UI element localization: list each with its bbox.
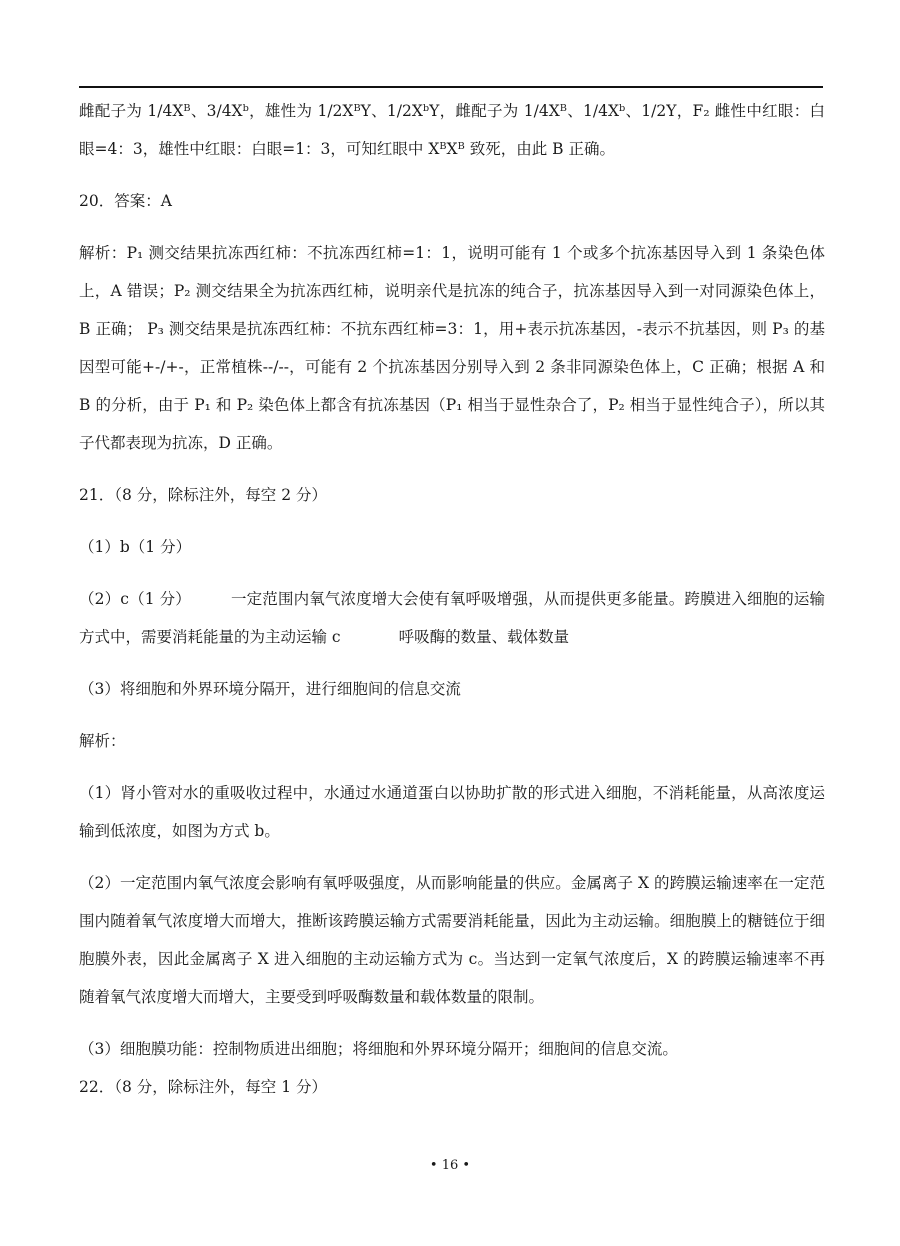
q22-header: 22．（8 分，除标注外，每空 1 分） xyxy=(79,1078,327,1096)
analysis-label: 解析： xyxy=(79,732,126,750)
top-rule xyxy=(79,86,823,88)
q21-answer-2 xyxy=(79,580,825,656)
q20-analysis: 解析：P₁ 测交结果抗冻西红柿：不抗冻西红柿=1：1，说明可能有 1 个或多个抗冻基因导入到 1 条染色体上，A 错误；P₂ 测交结果全为抗冻西红柿，说明亲代是抗冻的纯合子，抗冻基因导入到一对同源染色体上，B 正确； P₃ 测交结果是抗冻西红柿：不抗东西红柿=3：1，用+表示抗冻基因，-表示不抗基因，则 P₃ 的基因型可能+-/+-，正常植株--/--，可能有 2 个抗冻基因分别导入到 2 条非同源染色体上，C 正确；根据 A 和 B 的分析，由于 P₁ 和 P₂ 染色体上都含有抗冻基因（P₁ 相当于显性杂合了，P₂ 相当于显性纯合子），所以其子代都表现为抗冻，D 正确。 xyxy=(79,244,825,452)
q21-answer-1: （1）b（1 分） xyxy=(79,538,192,556)
q21-header: 21．（8 分，除标注外，每空 2 分） xyxy=(79,486,327,504)
q20-answer: 20．答案：A xyxy=(79,192,172,210)
q21-answer-2-label: （2）c（1 分） xyxy=(79,590,191,608)
page-number: • 16 • xyxy=(429,1158,471,1173)
q21-answer-2-text: 一定范围内氧气浓度增大会使有氧呼吸增强，从而提供更多能量。跨膜进入细胞的运输方式中，需要消耗能量的为主动运输 c xyxy=(79,590,825,646)
q21-answer-2-limit: 呼吸酶的数量、载体数量 xyxy=(398,628,570,646)
q19-analysis-continuation: 雌配子为 1/4Xᴮ、3/4Xᵇ，雄性为 1/2XᴮY、1/2XᵇY，雌配子为 1/4Xᴮ、1/4Xᵇ、1/2Y，F₂ 雌性中红眼：白眼=4：3，雄性中红眼：白眼=1：3，可知红眼中 XᴮXᴮ 致死，由此 B 正确。 xyxy=(79,102,825,158)
q21-explanation-2: （2）一定范围内氧气浓度会影响有氧呼吸强度，从而影响能量的供应。金属离子 X 的跨膜运输速率在一定范围内随着氧气浓度增大而增大，推断该跨膜运输方式需要消耗能量，因此为主动运输。细胞膜上的糖链位于细胞膜外表，因此金属离子 X 进入细胞的主动运输方式为 c。当达到一定氧气浓度后，X 的跨膜运输速率不再随着氧气浓度增大而增大，主要受到呼吸酶数量和载体数量的限制。 xyxy=(79,874,825,1006)
page-content xyxy=(79,92,825,1106)
q21-explanation-1: （1）肾小管对水的重吸收过程中，水通过水通道蛋白以协助扩散的形式进入细胞，不消耗能量，从高浓度运输到低浓度，如图为方式 b。 xyxy=(79,784,825,840)
q21-explanation-3: （3）细胞膜功能：控制物质进出细胞；将细胞和外界环境分隔开；细胞间的信息交流。 xyxy=(79,1040,678,1058)
q21-answer-3: （3）将细胞和外界环境分隔开，进行细胞间的信息交流 xyxy=(79,680,461,698)
